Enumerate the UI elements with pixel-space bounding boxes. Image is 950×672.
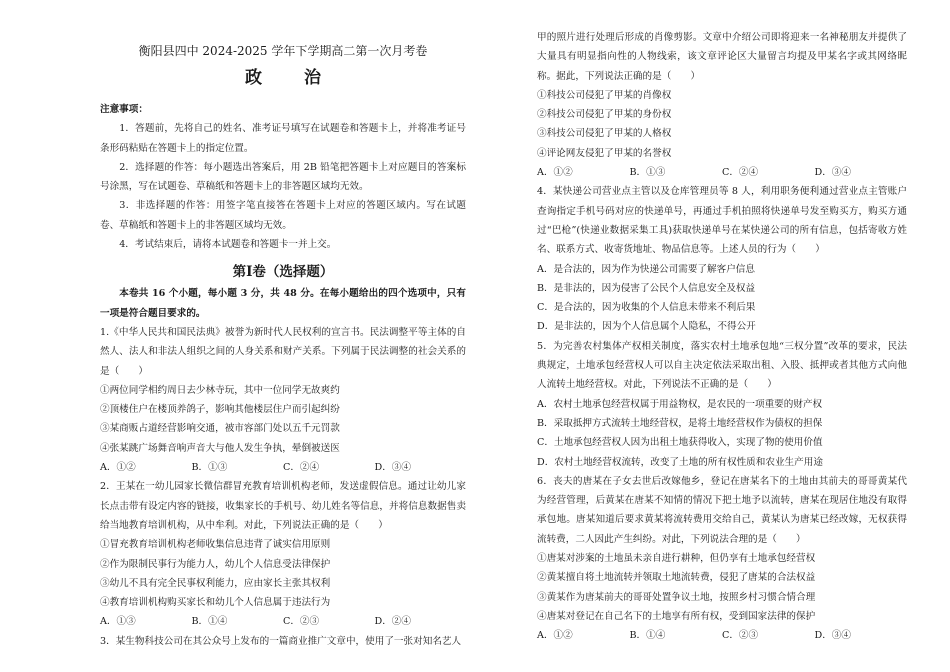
notice-heading: 注意事项： [100, 104, 148, 115]
option-d: D．②④ [374, 616, 411, 628]
right-column [537, 28, 907, 646]
option-a: A．①② [537, 167, 573, 179]
question-3-stem-continued: 甲的照片进行处理后形成的肖像剪影。文章中介绍公司即将迎来一名神秘朋友并提供了大量具有明显指向性的人物线索，该文章评论区大量留言均提及甲某名字或其网络昵称。据此，下列说法正确的是（ ） [537, 32, 907, 82]
question-2-stem: 2．王某在一幼儿园家长微信群冒充教育培训机构老师，发送虚假信息。通过让幼儿家长点击带有设定内容的链接，收集家长的手机号、幼儿姓名等信息，并将信息数据售卖给当地教育培训机构，从中牟利。对此，下列说法正确的是（ ） [100, 481, 466, 531]
question-3-item: ④评论网友侵犯了甲某的名誉权 [537, 147, 672, 159]
question-1-item: ④张某跳广场舞音响声音大与他人发生争执，晕倒被送医 [100, 442, 340, 454]
question-3-stem-start: 3．某生物科技公司在其公众号上发布的一篇商业推广文章中，使用了一张对知名艺人 [100, 635, 462, 647]
exam-subject: 政 治 [245, 68, 339, 88]
exam-title: 衡阳县四中 2024-2025 学年下学期高二第一次月考卷 [138, 44, 428, 58]
question-4-option-b: B．是非法的，因为侵害了公民个人信息安全及权益 [537, 282, 756, 294]
option-c: C．②③ [722, 630, 759, 642]
notice-item: 1．答题前，先将自己的姓名、准考证号填写在试题卷和答题卡上，并将准考证号条形码粘贴在答题卡上的指定位置。 [100, 123, 466, 154]
question-6-stem: 6．丧夫的唐某在子女去世后改嫁他乡，登记在唐某名下的土地由其前夫的哥哥黄某代为经营管理，后黄某在唐某不知情的情况下把土地予以流转，唐某在现居住地没有取得承包地。唐某知道后要求黄某将流转费用交给自己，黄某认为唐某已经改嫁，无权获得流转费，二人因此产生纠纷。对此，下列说法合理的是（ ） [537, 475, 907, 545]
option-b: B．①③ [191, 462, 228, 474]
question-5-option-c: C．土地承包经营权人因为出租土地获得收入，实现了物的使用价值 [537, 437, 823, 449]
section-title: 第Ⅰ卷（选择题） [232, 264, 334, 281]
question-1-item: ③某商贩占道经营影响交通，被市容部门处以五千元罚款 [100, 423, 340, 435]
option-d: D．③④ [374, 462, 411, 474]
question-6-options [537, 626, 907, 645]
question-4-option-a: A．是合法的，因为作为快递公司需要了解客户信息 [537, 263, 755, 275]
option-b: B．①③ [629, 167, 666, 179]
option-d: D．③④ [814, 630, 851, 642]
option-a: A．①② [100, 462, 136, 474]
option-b: B．①④ [191, 616, 228, 628]
question-2-item: ④教育培训机构购买家长和幼儿个人信息属于违法行为 [100, 597, 331, 609]
question-2-item: ②作为限制民事行为能力人，幼儿个人信息受法律保护 [100, 558, 331, 570]
question-3-item: ②科技公司侵犯了甲某的身份权 [537, 109, 672, 121]
notice-item: 4．考试结束后，请将本试题卷和答题卡一并上交。 [119, 239, 337, 251]
option-c: C．②④ [722, 167, 759, 179]
section-intro: 本卷共 16 个小题，每小题 3 分，共 48 分。在每小题给出的四个选项中，只有一项是符合题目要求的。 [100, 288, 466, 319]
question-1-stem: 1.《中华人民共和国民法典》被誉为新时代人民权利的宣言书。民法调整平等主体的自然人、法人和非法人组织之间的人身关系和财产关系。下列属于民法调整的社会关系的是（ ） [100, 326, 466, 377]
question-4-option-c: C．是合法的，因为收集的个人信息未带来不利后果 [537, 302, 756, 314]
option-b: B．①④ [629, 630, 666, 642]
question-5-option-b: B．采取抵押方式流转土地经营权，是将土地经营权作为债权的担保 [537, 417, 823, 429]
option-d: D．③④ [814, 167, 851, 179]
question-6-item: ③黄某作为唐某前夫的哥哥处置争议土地，按照乡村习惯合情合理 [537, 591, 816, 603]
question-3-item: ①科技公司侵犯了甲某的肖像权 [537, 89, 672, 101]
question-1-options [100, 458, 466, 477]
question-2-item: ③幼儿不具有完全民事权利能力，应由家长主张其权利 [100, 577, 331, 589]
question-4-option-d: D．是非法的，因为个人信息属个人隐私，不得公开 [537, 321, 756, 333]
question-6-item: ①唐某对涉案的土地虽未亲自进行耕种，但仍享有土地承包经营权 [537, 553, 816, 565]
option-a: A．①② [537, 630, 573, 642]
question-1-item: ②顶楼住户在楼顶养鸽子，影响其他楼层住户而引起纠纷 [100, 404, 340, 416]
notice-item: 2．选择题的作答：每小题选出答案后，用 2B 铅笔把答题卡上对应题目的答案标号涂黑，写在试题卷、草稿纸和答题卡上的非答题区域均无效。 [100, 161, 466, 193]
notice-item: 3．非选择题的作答：用签字笔直接答在答题卡上对应的答题区域内。写在试题卷、草稿纸和答题卡上的非答题区域均无效。 [100, 200, 466, 231]
question-6-item: ④唐某对登记在自己名下的土地享有所有权，受到国家法律的保护 [537, 610, 816, 622]
question-3-options [537, 163, 907, 182]
question-2-item: ①冒充教育培训机构老师收集信息违背了诚实信用原则 [100, 539, 331, 551]
question-3-item: ③科技公司侵犯了甲某的人格权 [537, 128, 672, 140]
question-1-item: ①两位同学相约周日去少林寺玩，其中一位同学无故爽约 [100, 384, 340, 396]
option-a: A．①③ [100, 616, 136, 628]
question-2-options [100, 612, 466, 631]
question-5-option-a: A．农村土地承包经营权属于用益物权，是农民的一项重要的财产权 [537, 398, 823, 410]
option-c: C．②④ [283, 462, 320, 474]
question-6-item: ②黄某擅自将土地流转并领取土地流转费，侵犯了唐某的合法权益 [537, 572, 816, 584]
question-5-option-d: D．农村土地经营权流转，改变了土地的所有权性质和农业生产用途 [537, 456, 823, 468]
left-column [100, 28, 466, 651]
option-c: C．②③ [283, 616, 320, 628]
question-5-stem: 5．为完善农村集体产权相关制度，落实农村土地承包地“三权分置”改革的要求，民法典规定，土地承包经营权人可以自主决定依法采取出租、入股、抵押或者其他方式向他人流转土地经营权。对此，下列说法不正确的是（ ） [537, 340, 907, 391]
question-4-stem: 4．某快递公司营业点主管以及仓库管理员等 8 人，利用职务便利通过营业点主管账户查询指定手机号码对应的快递单号，再通过手机拍照将快递单号发至购买方，购买方通过“巴枪”(快递业数据采集工具)获取快递单号在某快递公司的所有信息，包括寄收方姓名、联系方式、收寄货地址、物品信息等。上述人员的行为（ ） [537, 186, 907, 256]
